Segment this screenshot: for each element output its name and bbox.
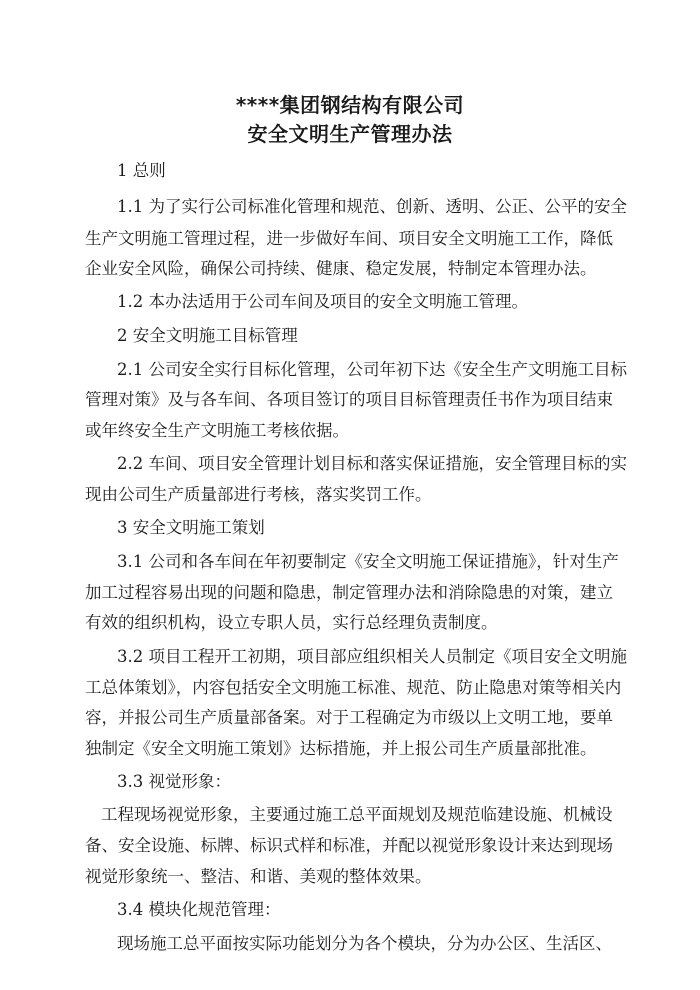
paragraph-line: 2.2 车间、项目安全管理计划目标和落实保证措施，安全管理目标的实 [117,454,627,473]
section-heading: 1 总则 [117,161,166,180]
paragraph-line: 现场施工总平面按实际功能划分为各个模块，分为办公区、生活区、 [117,934,612,953]
company-title: ****集团钢结构有限公司 [235,93,465,117]
section-heading: 3 安全文明施工策划 [117,518,265,537]
paragraph-line: 备、安全设施、标牌、标识式样和标准，并配以视觉形象设计来达到现场 [85,836,613,855]
paragraph-line: 3.1 公司和各车间在年初要制定《安全文明施工保证措施》，针对生产 [117,552,619,571]
section-heading: 3.3 视觉形象： [117,772,231,791]
section-heading: 2 安全文明施工目标管理 [117,326,298,345]
paragraph-line: 独制定《安全文明施工策划》达标措施，并上报公司生产质量部批准。 [85,739,597,758]
paragraph-line: 生产文明施工管理过程，进一步做好车间、项目安全文明施工工作，降低 [85,229,613,248]
paragraph-line: 1.1 为了实行公司标准化管理和规范、创新、透明、公正、公平的安全 [117,197,627,216]
paragraph-line: 2.1 公司安全实行目标化管理，公司年初下达《安全生产文明施工目标 [117,360,627,379]
paragraph-line: 视觉形象统一、整洁、和谐、美观的整体效果。 [85,867,432,886]
section-heading: 3.4 模块化规范管理： [117,900,281,919]
paragraph-line: 或年终安全生产文明施工考核依据。 [85,421,349,440]
paragraph-line: 容，并报公司生产质量部备案。对于工程确定为市级以上文明工地，要单 [85,708,613,727]
paragraph-line: 3.2 项目工程开工初期，项目部应组织相关人员制定《项目安全文明施 [117,647,627,666]
paragraph-line: 1.2 本办法适用于公司车间及项目的安全文明施工管理。 [117,292,528,311]
document-title: 安全文明生产管理办法 [247,122,453,146]
paragraph-line: 企业安全风险，确保公司持续、健康、稳定发展，特制定本管理办法。 [85,259,597,278]
paragraph-line: 工总体策划》，内容包括安全文明施工标准、规范、防止隐患对策等相关内 [85,678,622,697]
paragraph-line: 管理对策》及与各车间、各项目签订的项目目标管理责任书作为项目结束 [85,390,613,409]
paragraph-line: 加工过程容易出现的问题和隐患，制定管理办法和消除隐患的对策，建立 [85,583,613,602]
paragraph-line: 有效的组织机构，设立专职人员，实行总经理负责制度。 [85,613,498,632]
paragraph-line: 现由公司生产质量部进行考核，落实奖罚工作。 [85,485,432,504]
paragraph-line: 工程现场视觉形象，主要通过施工总平面规划及规范临建设施、机械设 [101,805,613,824]
